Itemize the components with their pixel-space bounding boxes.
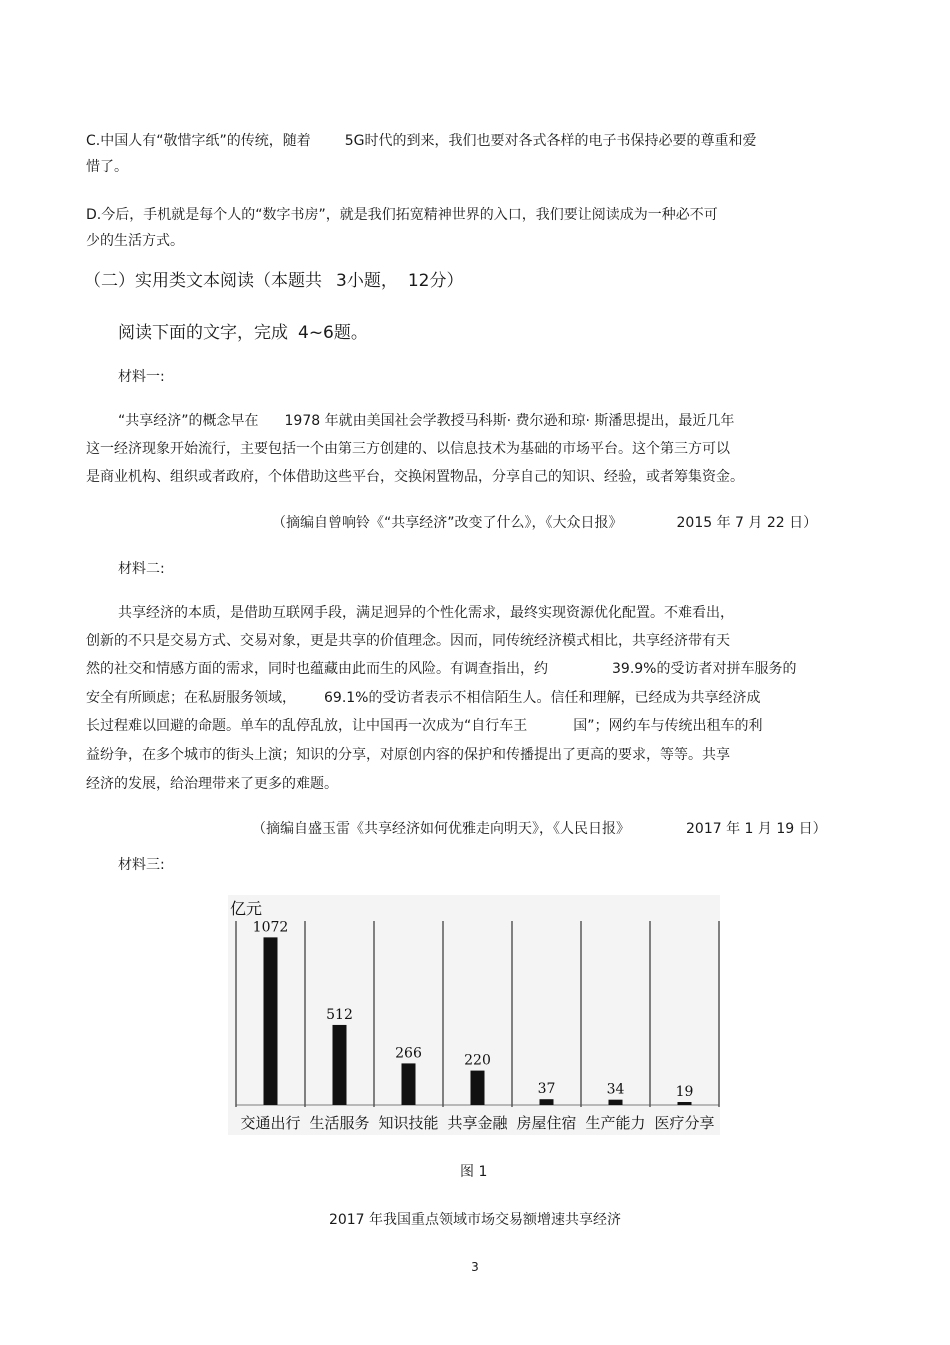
material2-line5-a: 长过程难以回避的命题。单车的乱停乱放，让中国再一次成为“自行车王 (86, 718, 528, 734)
bar-6 (609, 1100, 623, 1105)
material2-line4-b: 69.1%的受访者表示不相信陌生人。信任和理解，已经成为共享经济成 (324, 690, 761, 706)
material2-source (252, 819, 827, 839)
category-label-1: 交通出行 (240, 1114, 301, 1132)
value-label-7: 19 (675, 1084, 694, 1100)
value-label-2: 512 (326, 1006, 353, 1023)
material2-label: 材料二: (118, 561, 165, 577)
bar-1 (264, 937, 278, 1105)
bar-2 (333, 1025, 347, 1105)
material2-source-b: 2017 年 1 月 19 日） (686, 821, 827, 837)
value-label-1: 1072 (252, 919, 289, 936)
material2-line2: 创新的不只是交易方式、交易对象，更是共享的价值理念。因而，同传统经济模式相比，共享经济带有天 (86, 633, 730, 649)
material1-line3: 是商业机构、组织或者政府，个体借助这些平台，交换闲置物品，分享自己的知识、经验，或者筹集资金。 (86, 469, 744, 485)
bar-5 (540, 1099, 554, 1105)
material2-line4 (86, 688, 760, 708)
material1-line1-a: “共享经济”的概念早在 (118, 413, 259, 429)
y-axis-unit-label: 亿元 (230, 899, 263, 918)
option-d-line2: 少的生活方式。 (86, 233, 184, 249)
instruction-b: 4~6题。 (298, 323, 368, 343)
material2-line7: 经济的发展，给治理带来了更多的难题。 (86, 776, 338, 792)
value-label-4: 220 (464, 1052, 491, 1069)
category-label-3: 知识技能 (378, 1114, 439, 1132)
material2-line3 (86, 659, 796, 679)
value-label-5: 37 (537, 1081, 556, 1098)
category-label-2: 生活服务 (309, 1114, 370, 1132)
section-heading-b: 3小题， (336, 271, 398, 291)
material2-line6: 益纷争，在多个城市的街头上演；知识的分享，对原创内容的保护和传播提出了更高的要求，等等。共享 (86, 747, 730, 763)
bar-7 (678, 1102, 692, 1105)
instruction (118, 323, 368, 343)
page-number: 3 (471, 1260, 479, 1274)
figure-caption: 2017 年我国重点领域市场交易额增速共享经济 (328, 1212, 622, 1228)
bar-chart (228, 895, 720, 1135)
value-label-3: 266 (395, 1045, 422, 1062)
value-label-6: 34 (606, 1081, 625, 1098)
material1-line2: 这一经济现象开始流行，主要包括一个由第三方创建的、以信息技术为基础的市场平台。这个第三方可以 (86, 441, 730, 457)
category-label-4: 共享金融 (447, 1114, 508, 1132)
material2-line5-b: 国”；网约车与传统出租车的利 (573, 718, 763, 734)
category-label-5: 房屋住宿 (516, 1114, 577, 1132)
option-c-line2: 惜了。 (86, 159, 128, 175)
bar-4 (471, 1071, 485, 1105)
option-c-text-b: 5G时代的到来，我们也要对各式各样的电子书保持必要的尊重和爱 (344, 133, 757, 149)
material2-line1: 共享经济的本质，是借助互联网手段，满足迥异的个性化需求，最终实现资源优化配置。不难看出， (118, 605, 734, 621)
option-c-line1 (86, 131, 757, 151)
section-heading-a: （二）实用类文本阅读（本题共 (84, 271, 322, 291)
material1-line1 (118, 411, 734, 431)
category-label-7: 医疗分享 (654, 1114, 715, 1132)
material1-source (272, 513, 817, 533)
material1-line1-b: 1978 年就由美国社会学教授马科斯· 费尔逊和琼· 斯潘思提出，最近几年 (284, 413, 735, 429)
instruction-a: 阅读下面的文字，完成 (118, 323, 288, 343)
bar-chart-svg (228, 895, 720, 1135)
material2-source-a: （摘编自盛玉雷《共享经济如何优雅走向明天》，《人民日报》 (252, 821, 630, 837)
material3-label: 材料三: (118, 857, 165, 873)
section-heading (84, 271, 463, 291)
material2-line3-b: 39.9%的受访者对拼车服务的 (612, 661, 797, 677)
figure-label: 图 1 (460, 1164, 488, 1180)
option-c-text-a: C.中国人有“敬惜字纸”的传统，随着 (86, 133, 311, 149)
bar-3 (402, 1063, 416, 1105)
material2-line4-a: 安全有所顾虑；在私厨服务领域， (86, 690, 296, 706)
category-label-6: 生产能力 (585, 1114, 646, 1132)
material1-source-b: 2015 年 7 月 22 日） (676, 515, 818, 531)
material2-line3-a: 然的社交和情感方面的需求，同时也蕴藏由此而生的风险。有调查指出，约 (86, 661, 548, 677)
material1-label: 材料一: (118, 369, 165, 385)
section-heading-c: 12分） (407, 271, 464, 291)
material2-line5 (86, 716, 763, 736)
material1-source-a: （摘编自曾响铃《“共享经济”改变了什么》，《大众日报》 (272, 515, 623, 531)
option-d-line1: D.今后，手机就是每个人的“数字书房”，就是我们拓宽精神世界的入口，我们要让阅读成为一种必不可 (86, 207, 718, 223)
